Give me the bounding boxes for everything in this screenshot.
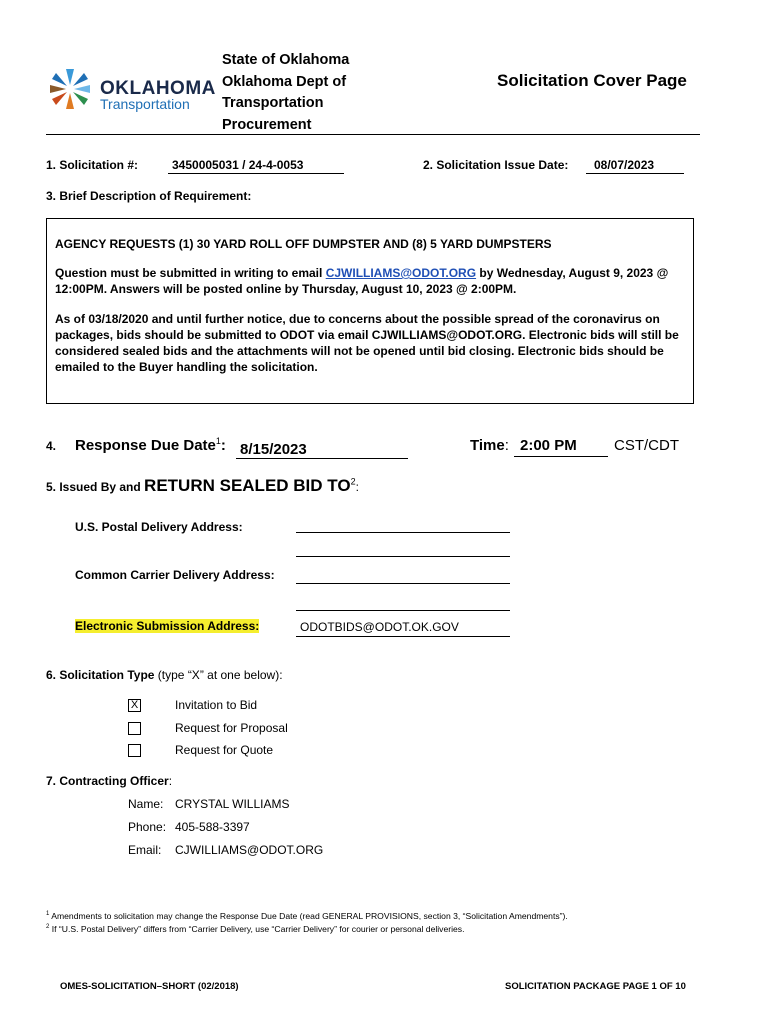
questions-paragraph: [55, 265, 683, 297]
agency-line: Transportation: [222, 95, 324, 111]
return-sealed-bid-text: RETURN SEALED BID TO: [144, 476, 351, 495]
solicitation-type-hint: (type “X” at one below):: [154, 668, 283, 682]
covid-notice-paragraph: As of 03/18/2020 and until further notice, due to concerns about the possible spread of the coronavirus on packages, bids should be submitted to ODOT via email CJWILLIAMS@ODOT.ORG. Electronic bids will still be considered sealed bids and the attachments will not be opened until bid closing. Electronic bids should be emailed to the Buyer handling the solicitation.: [55, 312, 679, 374]
solicitation-type-label: 6. Solicitation Type: [46, 668, 155, 682]
agency-line: Procurement: [222, 116, 312, 133]
option-invitation-to-bid: Invitation to Bid: [175, 698, 258, 712]
logo-wordmark-oklahoma: OKLAHOMA: [100, 78, 216, 99]
electronic-submission-label: Electronic Submission Address:: [75, 619, 260, 633]
time-label-colon: :: [504, 437, 509, 454]
carrier-address-field-1[interactable]: [296, 569, 510, 584]
checkbox-request-for-proposal[interactable]: [128, 722, 141, 735]
questions-prefix: Question must be submitted in writing to email: [55, 266, 326, 280]
carrier-address-label: Common Carrier Delivery Address:: [75, 568, 275, 582]
response-number: 4.: [46, 439, 57, 453]
questions-suffix: by Wednesday, August 9, 2023 @ 12:00PM. Answers will be posted online by Thursday, August 10, 2023 @ 2:00PM.: [55, 266, 669, 296]
contracting-officer-heading: [46, 774, 172, 788]
postal-address-field-2[interactable]: [296, 542, 510, 557]
postal-address-label: U.S. Postal Delivery Address:: [75, 520, 243, 534]
option-request-for-quote: Request for Quote: [175, 743, 274, 757]
form-id: OMES-SOLICITATION–SHORT (02/2018): [60, 981, 239, 992]
page-title: Solicitation Cover Page: [497, 71, 687, 90]
issued-by-colon: :: [355, 480, 359, 494]
timezone-label: CST/CDT: [614, 437, 679, 454]
electronic-submission-field[interactable]: ODOTBIDS@ODOT.OK.GOV: [296, 620, 510, 637]
time-label-text: Time: [470, 437, 505, 454]
officer-email-label: Email:: [128, 843, 162, 857]
footnote-2-marker: 2: [46, 924, 50, 931]
officer-name-value[interactable]: CRYSTAL WILLIAMS: [175, 797, 290, 811]
issue-date-field[interactable]: 08/07/2023: [586, 158, 684, 174]
footnote-2: [46, 924, 465, 934]
officer-email-value[interactable]: CJWILLIAMS@ODOT.ORG: [175, 843, 324, 857]
footnote-ref-1: 1: [215, 436, 221, 446]
solicitation-type-heading: [46, 668, 283, 682]
agency-block: [222, 50, 349, 136]
postal-address-field-1[interactable]: [296, 518, 510, 533]
officer-phone-value[interactable]: 405-588-3397: [175, 820, 250, 834]
issued-by-prefix: 5. Issued By and: [46, 480, 145, 494]
agency-line: Oklahoma Dept of: [222, 73, 347, 90]
issued-by-heading: [46, 476, 359, 496]
issue-date-label: 2. Solicitation Issue Date:: [423, 158, 569, 172]
description-label: 3. Brief Description of Requirement:: [46, 189, 252, 203]
questions-email-link[interactable]: CJWILLIAMS@ODOT.ORG: [325, 266, 477, 280]
time-field[interactable]: 2:00 PM: [514, 437, 608, 457]
checkbox-request-for-quote[interactable]: [128, 744, 141, 757]
response-due-label: [75, 436, 226, 454]
footnote-1-marker: 1: [46, 911, 50, 918]
contracting-officer-label: 7. Contracting Officer: [46, 774, 169, 788]
response-due-date-field[interactable]: 8/15/2023: [236, 441, 408, 459]
footnote-1-text: Amendments to solicitation may change the Response Due Date (read GENERAL PROVISIONS, section 3, “Solicitation Amendments”).: [49, 911, 568, 921]
page-number: SOLICITATION PACKAGE PAGE 1 OF 10: [505, 981, 686, 992]
response-due-colon: :: [220, 437, 226, 454]
header-divider: [46, 134, 700, 135]
description-box[interactable]: [46, 218, 694, 404]
contracting-officer-colon: :: [168, 774, 173, 788]
time-label: [470, 437, 509, 454]
officer-name-label: Name:: [128, 797, 164, 811]
description-line-1: AGENCY REQUESTS (1) 30 YARD ROLL OFF DUMPSTER AND (8) 5 YARD DUMPSTERS: [55, 237, 552, 251]
solicitation-number-field[interactable]: 3450005031 / 24-4-0053: [168, 158, 344, 174]
solicitation-number-label: 1. Solicitation #:: [46, 158, 139, 172]
option-request-for-proposal: Request for Proposal: [175, 721, 288, 735]
agency-line: State of Oklahoma: [222, 52, 350, 68]
logo-wordmark-transportation: Transportation: [100, 96, 190, 112]
footnote-2-text: If “U.S. Postal Delivery” differs from “Carrier Delivery, use “Carrier Delivery” for courier or personal deliveries.: [49, 924, 465, 934]
footnote-ref-2: 2: [350, 476, 356, 487]
checkbox-invitation-to-bid[interactable]: X: [128, 699, 141, 712]
carrier-address-field-2[interactable]: [296, 596, 510, 611]
officer-phone-label: Phone:: [128, 820, 167, 834]
response-due-text: Response Due Date: [75, 437, 216, 454]
logo-star-icon: [46, 62, 100, 116]
footnote-1: [46, 911, 568, 921]
